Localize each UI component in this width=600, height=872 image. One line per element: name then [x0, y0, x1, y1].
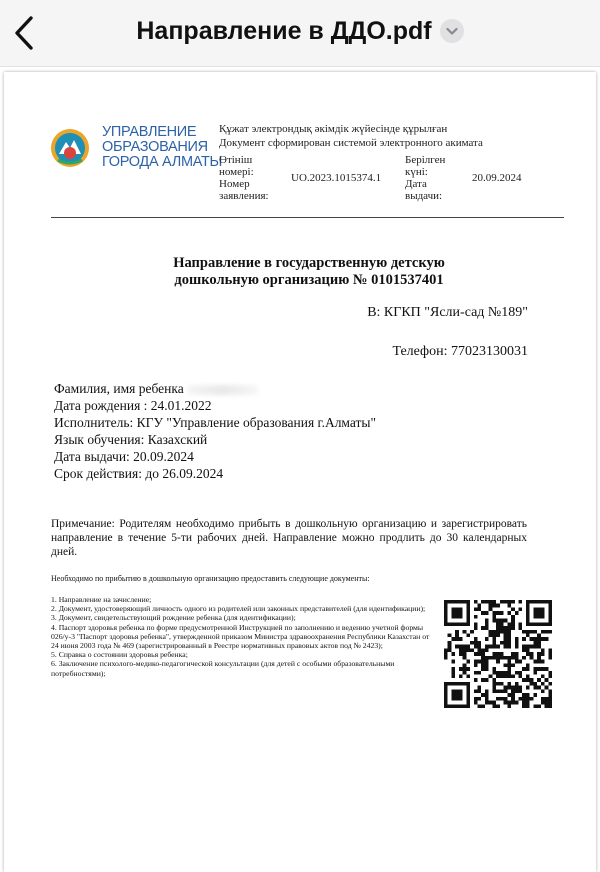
label-line: номері:: [219, 166, 254, 178]
heading-line: дошкольную организацию № 0101537401: [174, 272, 444, 288]
list-item: 3. Документ, свидетельствующий рождение ребенка (для идентификации);: [51, 613, 296, 623]
pdf-page[interactable]: [4, 72, 596, 872]
top-bar: [0, 0, 600, 67]
label-line: Номер: [219, 178, 250, 190]
app-number-label: [219, 154, 269, 202]
city-emblem-icon: [50, 124, 90, 172]
org-line: УПРАВЛЕНИЕ: [102, 124, 197, 140]
issue-date-label: [405, 154, 445, 202]
title-group: [0, 17, 600, 46]
org-name: [102, 125, 222, 170]
list-item: 5. Справка о состоянии здоровья ребенка;: [51, 650, 188, 660]
document-title[interactable]: Направление в ДДО.pdf: [136, 17, 432, 45]
qr-code-icon: [444, 600, 552, 708]
header-divider: [51, 217, 564, 218]
language: Язык обучения: Казахский: [54, 432, 208, 447]
redacted-name: [188, 385, 258, 395]
label-line: Дата: [405, 178, 427, 190]
app-number-value: UO.2023.1015374.1: [291, 172, 382, 184]
list-item: 2. Документ, удостоверяющий личность одного из родителей или законных представителей (для идентификации);: [51, 604, 426, 614]
list-item: 1. Направление на зачисление;: [51, 595, 152, 604]
phone: Телефон: 77023130031: [392, 344, 528, 359]
issued-date: Дата выдачи: 20.09.2024: [54, 449, 194, 464]
list-item: 4. Паспорт здоровья ребенка по форме предусмотренной Инструкцией по заполнению и ведению учетной формы 026/у-3 "Паспорт здоровья ребенка", утвержденной приказом Министра здравоохранения Республики Казахстан от 24 июня 2003 года № 469 (зарегистрированный в Реестре нормативных правовых актов под № 2423);: [51, 622, 430, 651]
system-note-ru: Документ сформирован системой электронного акимата: [219, 137, 483, 149]
system-note-kz: Құжат электрондық әкімдік жүйесінде құрылған: [219, 123, 448, 135]
chevron-down-icon: [440, 19, 464, 43]
child-name-label: Фамилия, имя ребенка: [54, 381, 184, 396]
label-line: заявления:: [219, 190, 269, 202]
org-line: ГОРОДА АЛМАТЫ: [102, 154, 223, 170]
org-line: ОБРАЗОВАНИЯ: [102, 139, 208, 155]
label-line: выдачи:: [405, 190, 443, 202]
birth-date: Дата рождения : 24.01.2022: [54, 398, 212, 413]
executor: Исполнитель: КГУ "Управление образования г.Алматы": [54, 415, 377, 430]
recipient: В: КГКП "Ясли-сад №189": [367, 305, 528, 320]
title-menu-button[interactable]: [440, 19, 464, 43]
needed-docs-title: Необходимо по прибытию в дошкольную организацию предоставить следующие документы:: [51, 574, 370, 583]
label-line: күні:: [405, 166, 428, 178]
docs-list: [51, 595, 431, 678]
child-name-row: [54, 381, 258, 397]
document-heading: [144, 255, 474, 289]
label-line: Өтініш: [219, 154, 253, 166]
label-line: Берілген: [405, 154, 446, 166]
list-item: 6. Заключение психолого-медико-педагогической консультации (для детей с особыми образовательными потребностями);: [51, 659, 395, 678]
note-paragraph: Примечание: Родителям необходимо прибыть в дошкольную организацию и зарегистрировать направление в течение 5-ти рабочих дней. Направление можно продлить до 30 календарных дней.: [51, 518, 527, 558]
valid-until: Срок действия: до 26.09.2024: [54, 466, 224, 481]
heading-line: Направление в государственную детскую: [173, 255, 445, 271]
issue-date-value: 20.09.2024: [472, 172, 522, 184]
